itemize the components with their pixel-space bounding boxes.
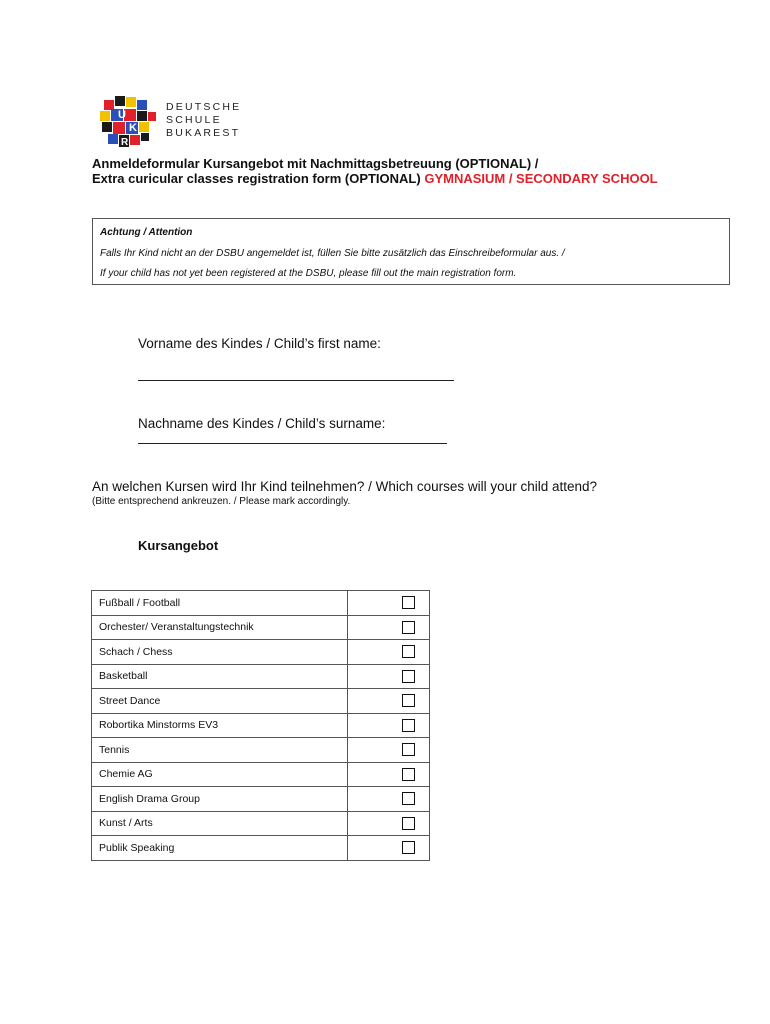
- svg-text:K: K: [129, 122, 137, 134]
- course-checkbox[interactable]: [402, 817, 415, 830]
- course-checkbox[interactable]: [402, 792, 415, 805]
- course-checkbox-cell: [348, 762, 430, 787]
- course-checkbox-cell: [348, 664, 430, 689]
- logo-mark-icon: [96, 92, 160, 152]
- course-name: English Drama Group: [92, 787, 348, 812]
- form-title-line2: [92, 171, 672, 186]
- school-level-label: GYMNASIUM / SECONDARY SCHOOL: [424, 171, 658, 186]
- school-name-line: SCHULE: [166, 114, 222, 126]
- courses-question: An welchen Kursen wird Ihr Kind teilnehmen? / Which courses will your child attend?: [92, 479, 597, 494]
- table-row: [92, 787, 430, 812]
- surname-label: Nachname des Kindes / Child’s surname:: [138, 416, 386, 431]
- first-name-field[interactable]: [138, 380, 454, 381]
- attention-box: [92, 218, 730, 285]
- course-name: Fußball / Football: [92, 591, 348, 616]
- course-checkbox-cell: [348, 713, 430, 738]
- school-name-line: DEUTSCHE: [166, 101, 242, 113]
- course-checkbox[interactable]: [402, 670, 415, 683]
- course-name: Basketball: [92, 664, 348, 689]
- courses-note: (Bitte entsprechend ankreuzen. / Please mark accordingly.: [92, 496, 351, 507]
- course-checkbox-cell: [348, 615, 430, 640]
- course-name: Street Dance: [92, 689, 348, 714]
- courses-table: [91, 590, 430, 861]
- course-name: Robortika Minstorms EV3: [92, 713, 348, 738]
- course-checkbox[interactable]: [402, 743, 415, 756]
- course-name: Kunst / Arts: [92, 811, 348, 836]
- table-row: [92, 689, 430, 714]
- table-row: [92, 811, 430, 836]
- form-title-line2-text: Extra curicular classes registration form (OPTIONAL): [92, 171, 425, 186]
- table-row: [92, 738, 430, 763]
- surname-field[interactable]: [138, 443, 447, 444]
- table-row: [92, 836, 430, 861]
- course-checkbox-cell: [348, 836, 430, 861]
- attention-text-en: If your child has not yet been registered at the DSBU, please fill out the main registration form.: [100, 268, 517, 279]
- course-checkbox[interactable]: [402, 719, 415, 732]
- course-name: Schach / Chess: [92, 640, 348, 665]
- course-checkbox-cell: [348, 811, 430, 836]
- course-checkbox-cell: [348, 640, 430, 665]
- course-checkbox-cell: [348, 738, 430, 763]
- course-checkbox[interactable]: [402, 841, 415, 854]
- school-name-line: BUKAREST: [166, 127, 241, 139]
- course-checkbox[interactable]: [402, 596, 415, 609]
- svg-text:R: R: [121, 137, 129, 148]
- course-name: Tennis: [92, 738, 348, 763]
- course-checkbox-cell: [348, 591, 430, 616]
- course-checkbox[interactable]: [402, 645, 415, 658]
- course-name: Publik Speaking: [92, 836, 348, 861]
- form-title-line1: Anmeldeformular Kursangebot mit Nachmittagsbetreuung (OPTIONAL) /: [92, 156, 539, 171]
- course-name: Chemie AG: [92, 762, 348, 787]
- course-offer-heading: Kursangebot: [138, 538, 219, 553]
- table-row: [92, 664, 430, 689]
- school-logo: [96, 92, 160, 152]
- course-checkbox-cell: [348, 787, 430, 812]
- svg-text:U: U: [118, 109, 126, 121]
- school-name: [166, 101, 241, 140]
- table-row: [92, 762, 430, 787]
- attention-text-de: Falls Ihr Kind nicht an der DSBU angemeldet ist, füllen Sie bitte zusätzlich das Einschreibeformular aus. /: [100, 248, 565, 259]
- table-row: [92, 615, 430, 640]
- course-checkbox[interactable]: [402, 768, 415, 781]
- table-row: [92, 591, 430, 616]
- attention-heading: Achtung / Attention: [100, 227, 193, 238]
- course-checkbox-cell: [348, 689, 430, 714]
- form-title: [92, 156, 672, 186]
- table-row: [92, 713, 430, 738]
- course-checkbox[interactable]: [402, 621, 415, 634]
- first-name-label: Vorname des Kindes / Child’s first name:: [138, 336, 381, 351]
- course-checkbox[interactable]: [402, 694, 415, 707]
- course-name: Orchester/ Veranstaltungstechnik: [92, 615, 348, 640]
- table-row: [92, 640, 430, 665]
